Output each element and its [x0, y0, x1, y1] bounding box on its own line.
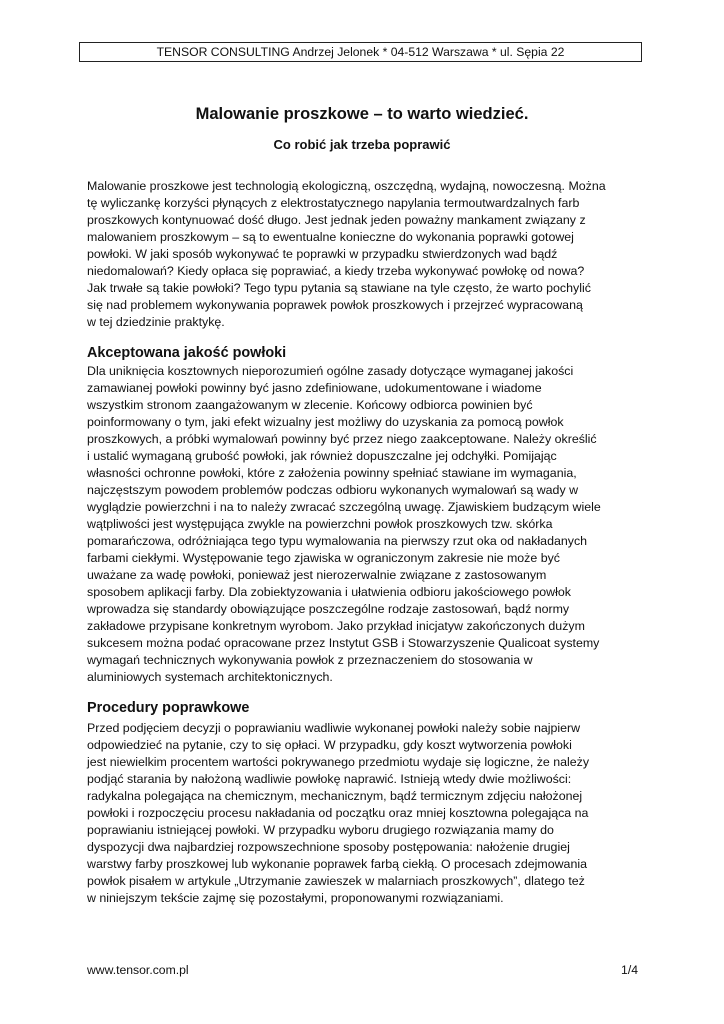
text-line: Dla uniknięcia kosztownych nieporozumień ogólne zasady dotyczące wymaganej jakości	[87, 364, 574, 378]
text-line: poinformowany o tym, jaki efekt wizualny jest możliwy do uzyskania za pomocą powłok	[87, 415, 564, 429]
text-line: jest niewielkim procentem wartości pokrywanego przedmiotu wydaje się logiczne, że należy	[87, 755, 590, 769]
text-line: powłoki i rozpoczęciu procesu nakładania od początku oraz mniej kosztowna polegająca na	[87, 806, 589, 820]
document-title: Malowanie proszkowe – to warto wiedzieć.	[195, 105, 529, 123]
text-line: dyspozycji dwa najbardziej rozpowszechnione sposoby postępowania: nałożenie drugiej	[87, 840, 570, 854]
text-line: w tej dziedzinie praktykę.	[87, 315, 225, 329]
text-line: wprowadza się standardy obowiązujące poszczególne rodzaje zastosowań, bądź normy	[87, 602, 570, 616]
section-heading-procedures: Procedury poprawkowe	[87, 700, 250, 716]
procedures-paragraph	[87, 720, 647, 907]
text-line: sposobem aplikacji farby. Dla zobiektyzowania i ułatwienia odbioru jakościowego powłok	[87, 585, 571, 599]
text-line: w niniejszym tekście zajmę się pozostałymi, proponowanymi rozwiązaniami.	[87, 891, 504, 905]
page-number: 1/4	[621, 963, 638, 977]
text-line: uważane za wadę powłoki, ponieważ jest nierozerwalnie związane z zastosowanym	[87, 568, 547, 582]
text-line: zamawianej powłoki powinny być jasno zdefiniowane, udokumentowane i wiadome	[87, 381, 542, 395]
text-line: zakładowe przypisane konkretnym wyrobom. Jako przykład inicjatyw zakończonych dużym	[87, 619, 585, 633]
text-line: najczęstszym powodem problemów podczas odbioru wykonanych wymalowań są wady w	[87, 483, 579, 497]
text-line: farbami ciekłymi. Występowanie tego zjawiska w ograniczonym zakresie nie może być	[87, 551, 560, 565]
text-line: proszkowych kontynuować dość długo. Jest jednak jeden poważny mankament związany z	[87, 213, 586, 227]
text-line: aluminiowych systemach architektonicznych.	[87, 670, 333, 684]
text-line: Malowanie proszkowe jest technologią ekologiczną, oszczędną, wydajną, nowoczesną. Można	[87, 179, 606, 193]
text-line: malowaniem proszkowym – są to ewentualne konieczne do wykonania poprawki gotowej	[87, 230, 574, 244]
text-line: wątpliwości jest występująca zwykle na powierzchni powłok proszkowych tzw. skórka	[87, 517, 553, 531]
text-line: sukcesem można podać opracowane przez Instytut GSB i Stowarzyszenie Qualicoat systemy	[87, 636, 600, 650]
text-line: tę wyliczankę korzyści płynących z elektrostatycznego napylania termoutwardzalnych farb	[87, 196, 580, 210]
text-line: Przed podjęciem decyzji o poprawianiu wadliwie wykonanej powłoki należy sobie najpierw	[87, 721, 581, 735]
text-line: wyglądzie powierzchni i na to należy zwracać szczególną uwagę. Zjawiskiem budzącym wiele	[87, 500, 601, 514]
text-line: własności ochronne powłoki, które z założenia powinny spełniać stawiane im wymagania,	[87, 466, 577, 480]
text-line: i ustalić wymaganą grubość powłoki, jak również dopuszczalne jej odchyłki. Pomijając	[87, 449, 557, 463]
text-line: odpowiedzieć na pytanie, czy to się opłaci. W przypadku, gdy koszt wytworzenia powłoki	[87, 738, 572, 752]
text-line: niedomalowań? Kiedy opłaca się poprawiać, a kiedy trzeba wykonywać powłokę od nowa?	[87, 264, 585, 278]
document-subtitle: Co robić jak trzeba poprawić	[273, 137, 451, 152]
text-line: proszkowych, a próbki wymalowań powinny być przez niego zaakceptowane. Należy określić	[87, 432, 597, 446]
text-line: wszystkim stronom zaangażowanym w zlecenie. Końcowy odbiorca powinien być	[87, 398, 533, 412]
text-line: powłok pisałem w artykule „Utrzymanie zawieszek w malarniach proszkowych”, dlatego też	[87, 874, 585, 888]
text-line: wymagań technicznych wykonywania powłok z przeznaczeniem do stosowania w	[87, 653, 533, 667]
text-line: radykalna polegająca na chemicznym, mechanicznym, bądź termicznym zdjęciu nałożonej	[87, 789, 583, 803]
intro-paragraph	[87, 178, 647, 331]
text-line: powłoki. W jaki sposób wykonywać te poprawki w przypadku stwierdzonych wad bądź	[87, 247, 558, 261]
letterhead: TENSOR CONSULTING Andrzej Jelonek * 04-512 Warszawa * ul. Sępia 22	[79, 42, 642, 62]
section-heading-quality: Akceptowana jakość powłoki	[87, 345, 287, 361]
text-line: Jak trwałe są takie powłoki? Tego typu pytania są stawiane na tyle często, że warto pochylić	[87, 281, 591, 295]
text-line: warstwy farby proszkowej lub wykonanie poprawek farbą ciekłą. O procesach zdejmowania	[87, 857, 587, 871]
quality-paragraph	[87, 363, 647, 686]
footer-url: www.tensor.com.pl	[87, 963, 189, 977]
text-line: podjąć starania by nałożoną wadliwie powłokę naprawić. Istnieją wtedy dwie możliwości:	[87, 772, 572, 786]
text-line: poprawianiu istniejącej powłoki. W przypadku wyboru drugiego rozwiązania mamy do	[87, 823, 554, 837]
text-line: się nad problemem wykonywania poprawek powłok proszkowych i przejrzeć wypracowaną	[87, 298, 583, 312]
text-line: pomarańczowa, odróżniająca tego typu wymalowania na pierwszy rzut oka od nakładanych	[87, 534, 588, 548]
